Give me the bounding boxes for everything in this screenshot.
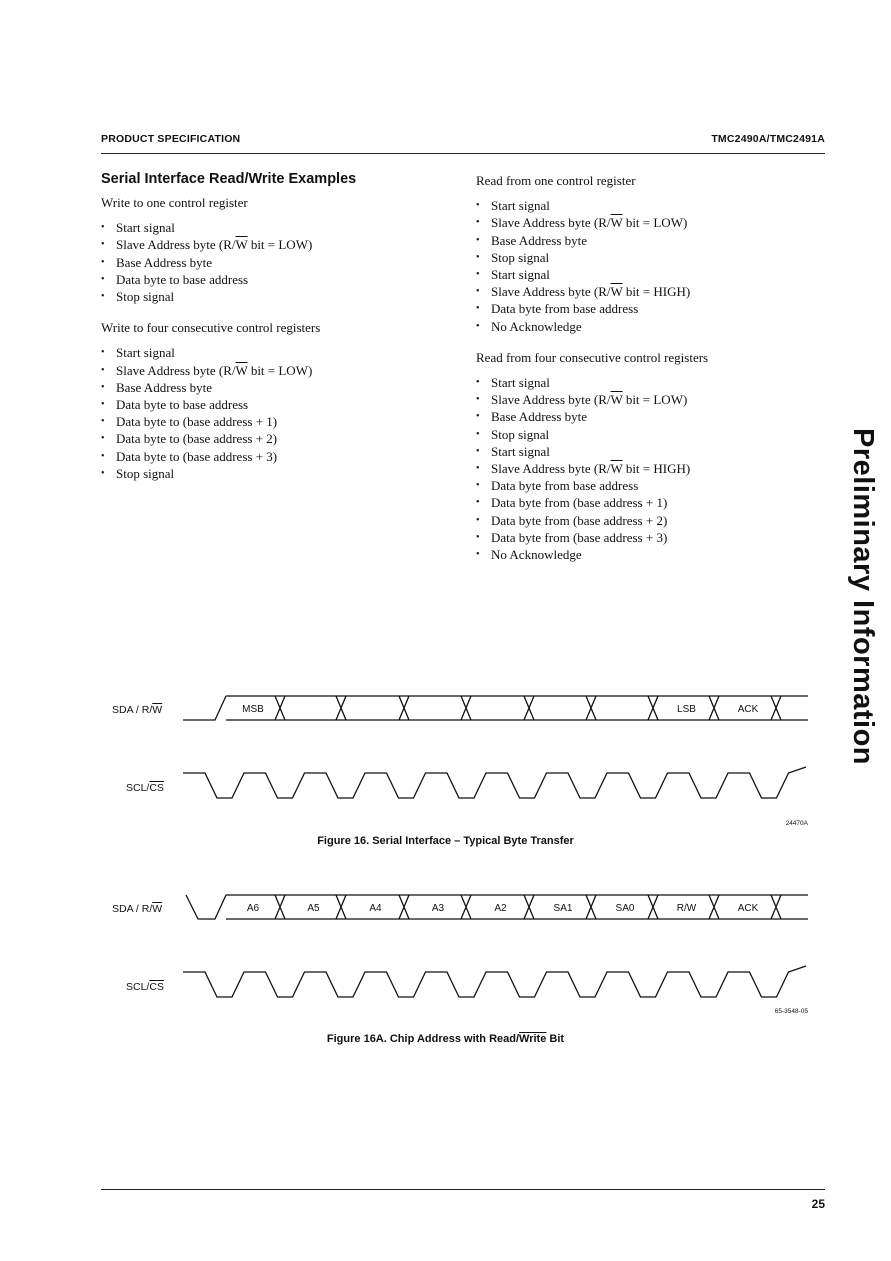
- list-item: • No Acknowledge: [476, 318, 816, 335]
- list-item: • Start signal: [476, 443, 816, 460]
- sda-transition: [771, 696, 781, 720]
- fig16a-caption: Figure 16A. Chip Address with Read/Write Bit: [326, 1033, 565, 1045]
- fig16-code: 24470A: [785, 820, 808, 827]
- list-item: • Slave Address byte ($R/\overline{W}$ bit = HIGH): [476, 283, 816, 300]
- read-one-list: [476, 197, 816, 335]
- list-item: • Start signal: [101, 219, 441, 236]
- list-item: • No Acknowledge: [476, 546, 816, 563]
- list-item: • Slave Address byte ($R/\overline{W}$ bit = LOW): [101, 362, 441, 379]
- sda-transition: [461, 895, 471, 919]
- list-item: • Slave Address byte ($R/\overline{W}$ bit = LOW): [101, 236, 441, 253]
- sda-start-edge: [183, 696, 226, 720]
- list-item: • Base Address byte: [101, 379, 441, 396]
- sda-start-edge: [186, 895, 226, 919]
- read-four-list: [476, 374, 816, 563]
- header-rule: [101, 153, 825, 154]
- list-item: • Start signal: [476, 266, 816, 283]
- list-item: • Slave Address byte ($R/\overline{W}$ bit = HIGH): [476, 460, 816, 477]
- write-one-list: [101, 219, 441, 305]
- sda-bit-label: A2: [494, 903, 507, 914]
- figure16-timing-diagram: [0, 688, 891, 808]
- list-item: • Base Address byte: [476, 408, 816, 425]
- sda-transition: [275, 696, 285, 720]
- sda-transition: [399, 895, 409, 919]
- sda-transition: [586, 696, 596, 720]
- list-item: • Base Address byte: [101, 254, 441, 271]
- sda-bit-label: A4: [369, 903, 382, 914]
- sda-bit-label: R/W: [676, 903, 697, 914]
- sda-transition: [524, 895, 534, 919]
- list-item: • Data byte from (base address + 2): [476, 512, 816, 529]
- fig16-sda-label: SDA / $R/\overline{W}$: [112, 704, 163, 716]
- list-item: • Data byte to (base address + 3): [101, 448, 441, 465]
- sda-bit-label: A3: [431, 903, 445, 914]
- list-item: • Data byte from (base address + 3): [476, 529, 816, 546]
- fig16-caption: Figure 16. Serial Interface – Typical Byte Transfer: [317, 835, 574, 847]
- sda-transition: [336, 696, 346, 720]
- footer-rule: [101, 1189, 825, 1190]
- read-four-title: Read from four consecutive control registers: [476, 349, 709, 365]
- write-four-title: Write to four consecutive control registers: [101, 320, 321, 336]
- sda-transition: [524, 696, 534, 720]
- right-column: [476, 170, 816, 577]
- page-number: 25: [811, 1197, 825, 1211]
- list-item: • Stop signal: [476, 426, 816, 443]
- fig16a-sda-label: SDA / $R/\overline{W}$: [112, 903, 163, 915]
- list-item: • Stop signal: [476, 249, 816, 266]
- header-part-number: TMC2490A/TMC2491A: [711, 133, 825, 145]
- fig16a-code: 65-3548-05: [774, 1008, 808, 1015]
- list-item: • Data byte from base address: [476, 477, 816, 494]
- sda-transition: [275, 895, 285, 919]
- scl-clock-waveform: [183, 966, 806, 997]
- sda-transition: [709, 895, 719, 919]
- sda-bit-label: A5: [307, 903, 320, 914]
- sda-bit-label: SA1: [553, 903, 573, 914]
- list-item: • Data byte from (base address + 1): [476, 494, 816, 511]
- list-item: • Slave Address byte ($R/\overline{W}$ bit = LOW): [476, 214, 816, 231]
- list-item: • Stop signal: [101, 465, 441, 482]
- list-item: • Start signal: [476, 197, 816, 214]
- sda-bit-label: ACK: [737, 704, 759, 715]
- write-four-list: [101, 344, 441, 482]
- list-item: • Slave Address byte ($R/\overline{W}$ bit = LOW): [476, 391, 816, 408]
- write-one-title: Write to one control register: [101, 195, 248, 210]
- list-item: • Data byte to base address: [101, 271, 441, 288]
- list-item: • Start signal: [101, 344, 441, 361]
- left-column: [101, 170, 441, 496]
- sda-bit-label: SA0: [615, 903, 635, 914]
- sda-transition: [399, 696, 409, 720]
- sda-transition: [461, 696, 471, 720]
- list-item: • Data byte to (base address + 1): [101, 413, 441, 430]
- list-item: • Data byte to base address: [101, 396, 441, 413]
- fig16a-scl-label: SCL/$\overline{CS}$: [126, 981, 164, 993]
- sda-bit-label: A6: [246, 903, 260, 914]
- sda-transition: [709, 696, 719, 720]
- sda-transition: [648, 895, 658, 919]
- sda-transition: [771, 895, 781, 919]
- list-item: • Data byte from base address: [476, 300, 816, 317]
- section-title: Serial Interface Read/Write Examples: [101, 171, 357, 187]
- list-item: • Data byte to (base address + 2): [101, 430, 441, 447]
- header-product-spec: PRODUCT SPECIFICATION: [101, 133, 241, 145]
- sda-bit-label: ACK: [737, 903, 759, 914]
- read-one-title: Read from one control register: [476, 173, 636, 188]
- list-item: • Base Address byte: [476, 232, 816, 249]
- sda-bit-label: MSB: [242, 704, 264, 715]
- figure16a-timing-diagram: [0, 887, 891, 1007]
- sda-transition: [336, 895, 346, 919]
- sda-bit-label: LSB: [677, 704, 696, 715]
- fig16-scl-label: SCL/$\overline{CS}$: [126, 782, 164, 794]
- list-item: • Start signal: [476, 374, 816, 391]
- sda-transition: [648, 696, 658, 720]
- list-item: • Stop signal: [101, 288, 441, 305]
- side-banner-text: Preliminary Information: [847, 428, 879, 766]
- scl-clock-waveform: [183, 767, 806, 798]
- sda-transition: [586, 895, 596, 919]
